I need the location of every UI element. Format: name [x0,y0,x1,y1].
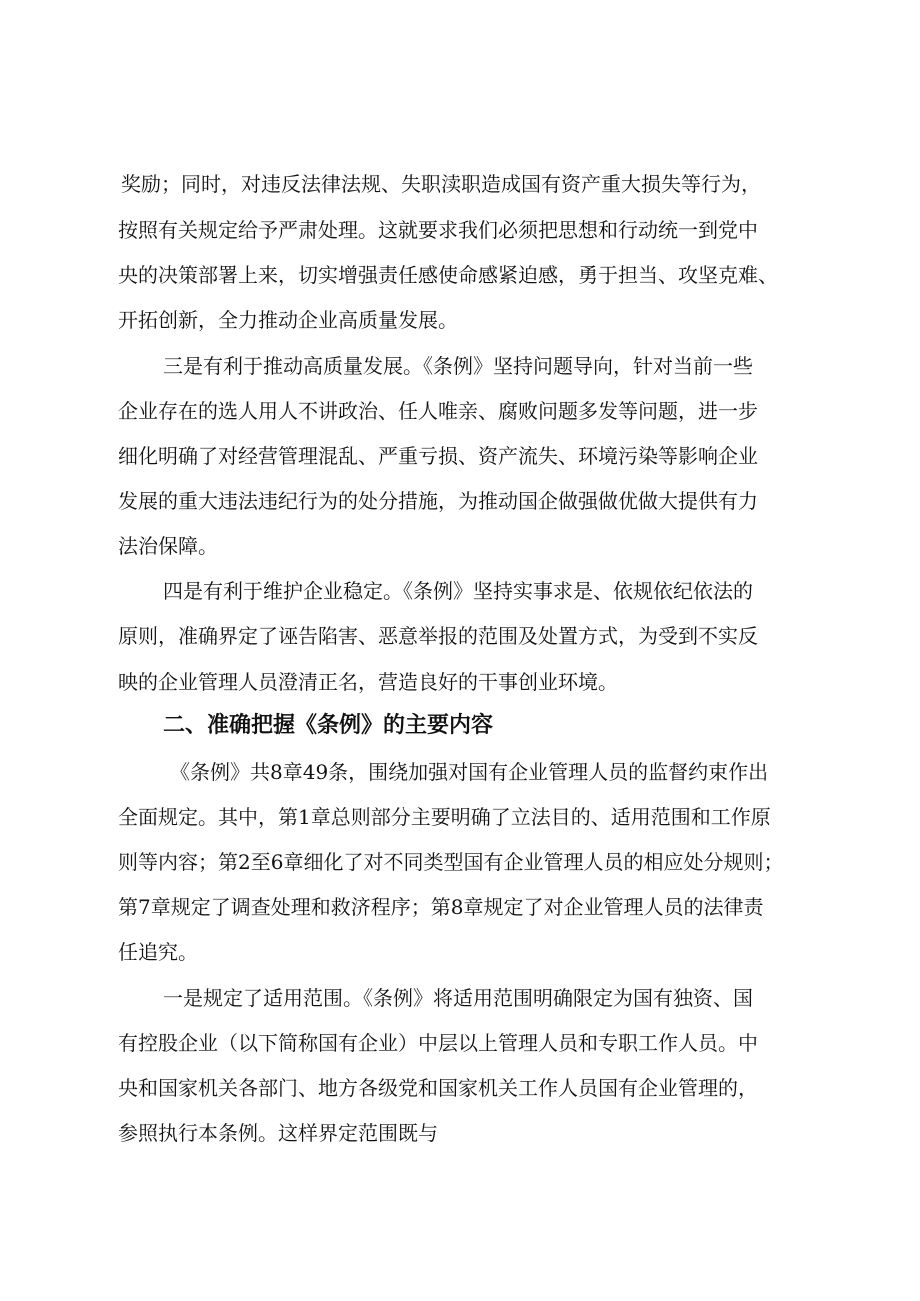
text-line: 按照有关规定给予严肃处理。这就要求我们必须把思想和行动统一到党中 [118,218,758,242]
text-line: 法治保障。 [118,534,218,558]
text-line: 三是有利于推动高质量发展。《条例》坚持问题导向，针对当前一些 [163,354,753,378]
text-line: 奖励；同时，对违反法律法规、失职渎职造成国有资产重大损失等行为， [121,172,761,196]
text-line: 映的企业管理人员澄清正名，营造良好的干事创业环境。 [118,670,618,694]
text-line: 四是有利于维护企业稳定。《条例》坚持实事求是、依规依纪依法的 [163,579,753,603]
text-line: 开拓创新，全力推动企业高质量发展。 [118,308,458,332]
text-line: 任追究。 [118,940,198,964]
text-line: 则等内容；第2至6章细化了对不同类型国有企业管理人员的相应处分规则； [118,850,784,874]
text-line: 全面规定。其中，第1章总则部分主要明确了立法目的、适用范围和工作原 [118,805,771,829]
text-line: 有控股企业（以下简称国有企业）中层以上管理人员和专职工作人员。中 [118,1031,758,1055]
text-line: 原则，准确界定了诬告陷害、恶意举报的范围及处置方式，为受到不实反 [118,624,758,648]
text-line: 《条例》共8章49条，围绕加强对国有企业管理人员的监督约束作出 [170,760,769,784]
section-heading: 二、准确把握《条例》的主要内容 [163,713,494,738]
text-line: 央和国家机关各部门、地方各级党和国家机关工作人员国有企业管理的， [118,1076,758,1100]
text-line: 参照执行本条例。这样界定范围既与 [118,1121,438,1145]
text-line: 发展的重大违法违纪行为的处分措施，为推动国企做强做优做大提供有力 [118,489,758,513]
text-line: 细化明确了对经营管理混乱、严重亏损、资产流失、环境污染等影响企业 [118,444,758,468]
text-line: 第7章规定了调查处理和救济程序；第8章规定了对企业管理人员的法律责 [118,895,764,919]
text-line: 企业存在的选人用人不讲政治、任人唯亲、腐败问题多发等问题，进一步 [118,399,758,423]
text-line: 央的决策部署上来，切实增强责任感使命感紧迫感，勇于担当、攻坚克难、 [118,263,778,287]
text-line: 一是规定了适用范围。《条例》将适用范围明确限定为国有独资、国 [163,986,753,1010]
